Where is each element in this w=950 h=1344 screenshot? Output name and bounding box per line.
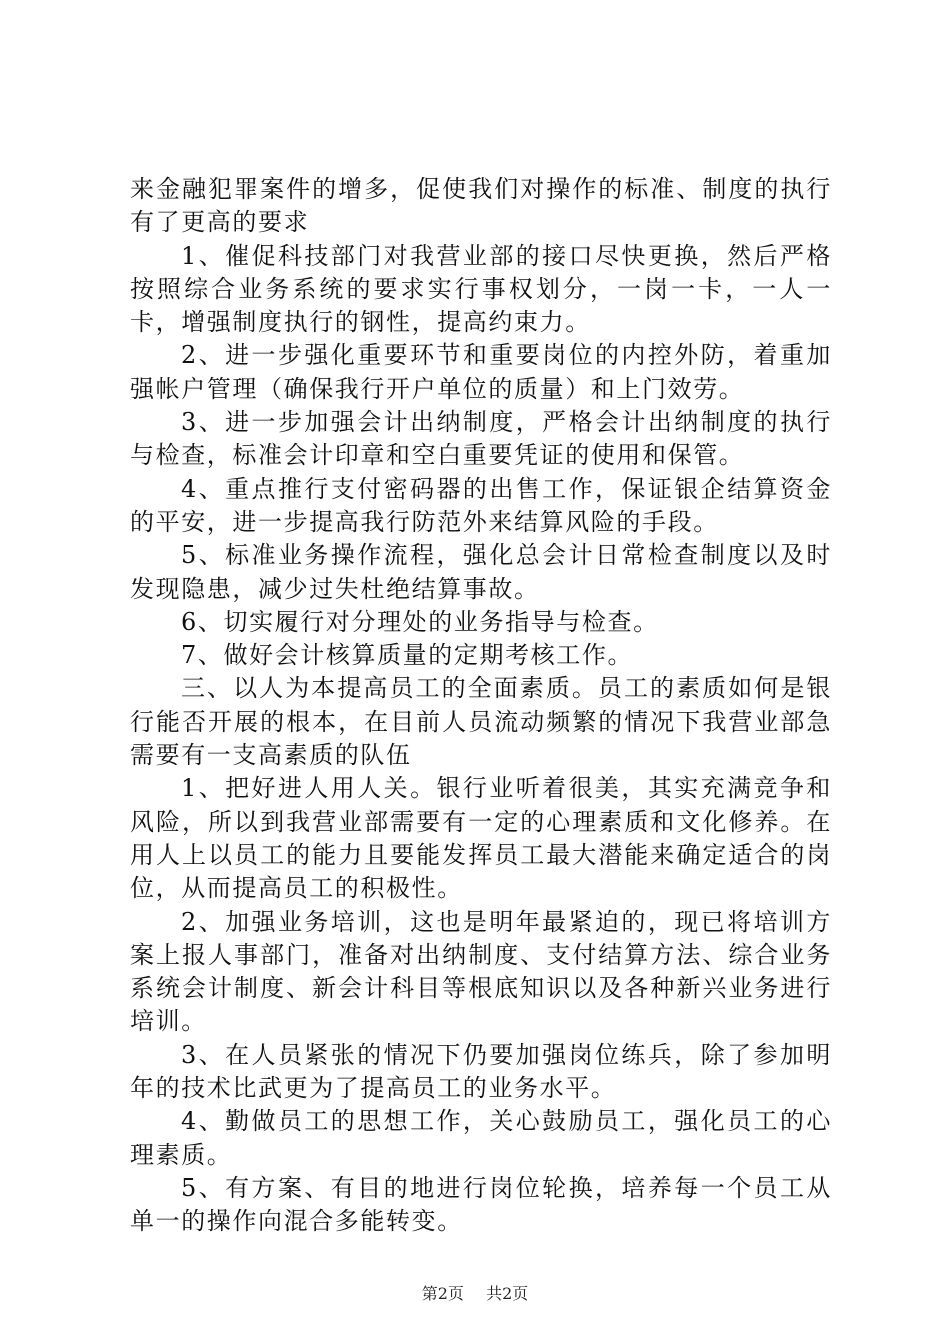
- paragraph: 1、催促科技部门对我营业部的接口尽快更换，然后严格按照综合业务系统的要求实行事权划分，一岗一卡，一人一卡，增强制度执行的钢性，提高约束力。: [130, 241, 832, 337]
- paragraph: 2、加强业务培训，这也是明年最紧迫的，现已将培训方案上报人事部门，准备对出纳制度、支付结算方法、综合业务系统会计制度、新会计科目等根底知识以及各种新兴业务进行培训。: [130, 907, 832, 1036]
- paragraph: 1、把好进人用人关。银行业听着很美，其实充满竞争和风险，所以到我营业部需要有一定的心理素质和文化修养。在用人上以员工的能力且要能发挥员工最大潜能来确定适合的岗位，从而提高员工的积极性。: [130, 774, 832, 903]
- paragraph: 5、有方案、有目的地进行岗位轮换，培养每一个员工从单一的操作向混合多能转变。: [130, 1173, 832, 1236]
- section-heading-paragraph: 三、以人为本提高员工的全面素质。员工的素质如何是银行能否开展的根本，在目前人员流动频繁的情况下我营业部急需要有一支高素质的队伍: [130, 674, 832, 770]
- paragraph: 7、做好会计核算质量的定期考核工作。: [181, 641, 634, 670]
- paragraph: 2、进一步强化重要环节和重要岗位的内控外防，着重加强帐户管理（确保我行开户单位的质量）和上门效劳。: [130, 341, 832, 403]
- paragraph: 5、标准业务操作流程，强化总会计日常检查制度以及时发现隐患，减少过失杜绝结算事故。: [130, 541, 832, 603]
- paragraph: 来金融犯罪案件的增多，促使我们对操作的标准、制度的执行有了更高的要求: [130, 175, 832, 237]
- paragraph: 6、切实履行对分理处的业务指导与检查。: [181, 607, 659, 636]
- document-body: [130, 173, 832, 1239]
- paragraph: 3、进一步加强会计出纳制度，严格会计出纳制度的执行与检查，标准会计印章和空白重要凭证的使用和保管。: [130, 408, 832, 470]
- paragraph: 3、在人员紧张的情况下仍要加强岗位练兵，除了参加明年的技术比武更为了提高员工的业务水平。: [130, 1040, 832, 1103]
- paragraph: 4、勤做员工的思想工作，关心鼓励员工，强化员工的心理素质。: [130, 1107, 832, 1169]
- paragraph: 4、重点推行支付密码器的出售工作，保证银企结算资金的平安，进一步提高我行防范外来结算风险的手段。: [130, 474, 832, 536]
- page-number: 第2页: [421, 1284, 464, 1303]
- page-total: 共2页: [486, 1284, 529, 1303]
- page-footer: [0, 1281, 950, 1304]
